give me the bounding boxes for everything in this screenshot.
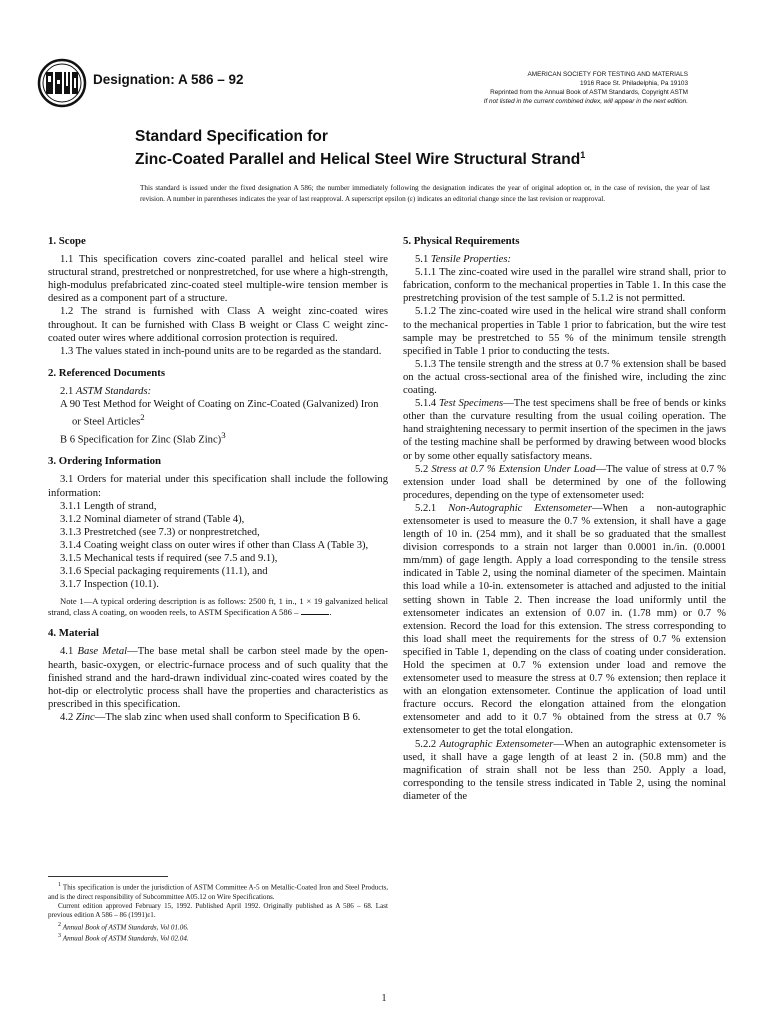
footnote-1: [48, 881, 388, 902]
paragraph-1-2: 1.2 The strand is furnished with Class A weight zinc-coated wires throughout. It can be furnished with Class B weight or Class C weight zinc-coated outer wires where additional corrosion protection is required.: [48, 306, 388, 344]
paragraph-5-2-1-label: Non-Autographic Extensometer: [448, 502, 592, 514]
footnote-3-text: Annual Book of ASTM Standards, Vol 02.04.: [62, 934, 189, 943]
paragraph-5-1-2: 5.1.2 The zinc-coated wire used in the helical wire strand shall conform to the mechanical properties in Table 1 prior to fabrication, but the wire test sample may be prestretched to 55 % of the minimum tensile strength specified in Table 1 prior to conducting the tests.: [403, 306, 726, 357]
footnote-2: [48, 921, 388, 933]
society-name: AMERICAN SOCIETY FOR TESTING AND MATERIALS: [527, 71, 688, 78]
paragraph-5-2-1-num: 5.2.1: [415, 502, 449, 514]
paragraph-4-2-label: Zinc: [75, 711, 95, 723]
footnote-2-mark: 2: [58, 921, 61, 928]
paragraph-5-1-4-num: 5.1.4: [415, 398, 439, 410]
left-column: [48, 235, 388, 724]
list-item: 3.1.1 Length of strand,: [60, 500, 157, 512]
paragraph-4-1-num: 4.1: [60, 646, 78, 658]
footnote-1-text: This specification is under the jurisdiction of ASTM Committee A-5 on Metallic-Coated Iron and Steel Products, and is the direct responsibility of Subcommittee A05.12 on Wire Specifications.: [48, 883, 388, 901]
section-heading-referenced-documents: 2. Referenced Documents: [48, 366, 166, 379]
page-number: 1: [381, 993, 387, 1004]
list-item: 3.1.2 Nominal diameter of strand (Table 4),: [60, 513, 245, 525]
paragraph-5-2-2-label: Autographic Extensometer: [439, 738, 554, 750]
paragraph-5-1-3: 5.1.3 The tensile strength and the stress at 0.7 % extension shall be based on the actual cross-sectional area of the finished wire, including the zinc coating.: [403, 358, 726, 397]
ordering-list: [48, 500, 388, 592]
section-heading-physical-requirements: 5. Physical Requirements: [403, 235, 520, 247]
paragraph-5-1-4: [403, 397, 726, 462]
paragraph-5-2: [403, 463, 726, 502]
paragraph-4-2: [48, 711, 388, 724]
society-address: 1916 Race St. Philadelphia, Pa 19103: [579, 80, 688, 87]
section-heading-scope: 1. Scope: [48, 235, 86, 247]
footnote-1-mark: 1: [58, 882, 61, 888]
reference-a90-sup: 2: [140, 412, 145, 423]
blank-line: [301, 614, 329, 615]
reference-b6-sup: 3: [221, 429, 226, 440]
section-heading-material: 4. Material: [48, 627, 99, 640]
paragraph-4-1-label: Base Metal: [77, 646, 128, 658]
paragraph-3-1: 3.1 Orders for material under this specification shall include the following information:: [48, 474, 388, 499]
footnote-1b: Current edition approved February 15, 1992. Published April 1992. Originally published as A 586 – 68. Last previous edition A 586 – 86 (1991)ε1.: [48, 901, 388, 920]
footnote-3-mark: 3: [58, 933, 61, 940]
footnote-divider: [48, 876, 168, 877]
paragraph-5-2-label: Stress at 0.7 % Extension Under Load: [431, 463, 596, 475]
right-column: [403, 235, 726, 803]
paragraph-4-2-text: —The slab zinc when used shall conform to Specification B 6.: [94, 711, 361, 723]
reference-b6: [48, 429, 388, 447]
paragraph-5-2-2-text: —When an autographic extensometer is used, it shall have a gage length of at least 2 in. (50.8 mm) and the magnification of strain shall not be less than 250. Apply a load, corresponding to the tensile stress indicated in Table 2, using the nominal diameter of the: [403, 738, 726, 802]
paragraph-5-2-num: 5.2: [415, 463, 432, 475]
section-heading-ordering-information: 3. Ordering Information: [48, 455, 162, 468]
paragraph-4-2-num: 4.2: [60, 711, 76, 723]
document-title: [135, 127, 695, 169]
reference-b6-text: B 6 Specification for Zinc (Slab Zinc): [60, 434, 222, 446]
note-1: Note 1—A typical ordering description is as follows: 2500 ft, 1 in., 1 × 19 galvanized helical strand, class A coating, on wooden reels, to ASTM Specification A 586 – .: [48, 596, 388, 618]
index-note: If not listed in the current combined index, will appear in the next edition.: [483, 98, 688, 105]
footnotes: [48, 881, 388, 944]
paragraph-1-1: 1.1 This specification covers zinc-coated parallel and helical steel wire structural strand, prestretched or nonprestretched, for use where a high-strength, high-modulus prefabricated zinc-coated steel multiple-wire tension member is desired as a component part of a structure.: [48, 254, 388, 305]
paragraph-5-2-1-text: —When a non-autographic extensometer is used to measure the 0.7 % extension, it shall have a gage length of 10 in. (254 mm), and it shall be so graduated that the smallest division corresponds to a strain not larger than 0.0001 in./in. (0.0001 mm/mm) of gage length. Apply a load corresponding to the tensile stress indicated in Table 2, using the nominal diameter of the specimen. Maintain this load while a 10-in. extensometer is attached and adjusted to the initial setting shown in Table 2. Then increase the load uniformly until the extensometer indicates an extension of 0.07 in. (1.78 mm) or 0.7 % extension. Record the load for this extension. The stress corresponding to this load shall meet the requirements for the stress of 0.7 % extension specified in Table 1, depending on the class of coating under consideration. Hold the specimen at 0.7 % extension under load and remove the extensometer used to measure the stress at 0.7 % extension; then replace it with an elongation extensometer. Continue the application of load until fracture occurs. Record the elongation attained from the elongation extensometer and add to it 0.7 % obtained from the stress at 0.7 % extensometer to get the total elongation.: [403, 502, 726, 737]
paragraph-2-1: [48, 385, 388, 398]
standard-intro: This standard is issued under the fixed designation A 586; the number immediately following the designation indicates the year of original adoption or, in the case of revision, the year of last revision. A number in parentheses indicates the year of last reapproval. A superscript epsilon (ε) indicates an editorial change since the last revision or reapproval.: [140, 184, 710, 203]
paragraph-4-1-text: —The base metal shall be carbon steel made by the open-hearth, basic-oxygen, or electric-furnace process and of such quality that the finished strand and the hard-drawn individual zinc-coated wires coated by the hot-dip or electrolytic process shall have the properties and characteristics as prescribed in this specification.: [48, 646, 389, 710]
list-item: 3.1.4 Coating weight class on outer wires if other than Class A (Table 3),: [60, 539, 369, 551]
list-item: 3.1.6 Special packaging requirements (11.1), and: [60, 566, 268, 578]
paragraph-5-1-num: 5.1: [415, 254, 431, 266]
footnote-2-text: Annual Book of ASTM Standards, Vol 01.06.: [62, 922, 189, 931]
paragraph-2-1-label: ASTM Standards:: [75, 385, 152, 397]
list-item: 3.1.3 Prestretched (see 7.3) or nonprestretched,: [60, 526, 260, 538]
paragraph-5-1-1: 5.1.1 The zinc-coated wire used in the parallel wire strand shall, prior to fabrication, conform to the mechanical properties in Table 1. In this case the prestretching provision of the test sample of 5.1.2 is not permitted.: [403, 267, 726, 305]
paragraph-5-2-2-num: 5.2.2: [415, 738, 440, 750]
title-line-1: Standard Specification for: [135, 128, 328, 145]
paragraph-5-2-text: —The value of stress at 0.7 % extension under load shall be determined by one of the following procedures, depending on the type of extensometer used:: [403, 463, 727, 501]
paragraph-5-1-4-label: Test Specimens: [438, 398, 504, 410]
paragraph-5-1-4-text: —The test specimens shall be free of bends or kinks other than the curvature resulting from the usual coiling operation. The hand straightening necessary to permit insertion of the specimen in the jaws of the testing machine shall be performed by drawing between wood blocks or by some other equally satisfactory means.: [403, 398, 726, 462]
paragraph-5-1: [403, 253, 726, 266]
designation: Designation: A 586 – 92: [93, 72, 244, 87]
paragraph-2-1-num: 2.1: [60, 385, 76, 397]
society-info: [388, 70, 688, 106]
reference-a90: [48, 398, 388, 429]
astm-logo-icon: [37, 58, 87, 108]
title-footnote-mark: 1: [580, 150, 586, 160]
paragraph-5-2-1: [403, 502, 726, 738]
footnote-3: [48, 932, 388, 944]
reprint-note: Reprinted from the Annual Book of ASTM Standards, Copyright ASTM: [490, 89, 688, 96]
title-main: Zinc-Coated Parallel and Helical Steel Wire Structural Strand: [135, 151, 581, 169]
list-item: 3.1.7 Inspection (10.1).: [60, 579, 159, 591]
paragraph-4-1: [48, 645, 388, 710]
paragraph-1-3: 1.3 The values stated in inch-pound units are to be regarded as the standard.: [60, 345, 382, 357]
reference-a90-text: A 90 Test Method for Weight of Coating on Zinc-Coated (Galvanized) Iron or Steel Articles: [60, 399, 379, 428]
paragraph-5-2-2: [403, 738, 726, 803]
title-line-2: [135, 146, 695, 169]
note-1-text: Note 1—A typical ordering description is as follows: 2500 ft, 1 in., 1 × 19 galvanized helical strand, class A coating, on wooden reels, to ASTM Specification A 586 –: [48, 596, 388, 618]
list-item: 3.1.5 Mechanical tests if required (see 7.5 and 9.1),: [60, 553, 278, 565]
paragraph-5-1-label: Tensile Properties:: [430, 254, 512, 266]
